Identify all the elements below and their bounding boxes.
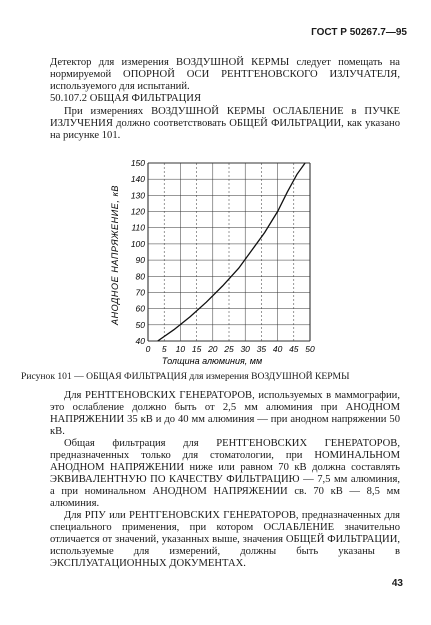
y-tick-labels xyxy=(131,158,145,346)
filtration-chart xyxy=(102,155,327,367)
paragraph-measurement: При измерениях ВОЗДУШНОЙ КЕРМЫ ОСЛАБЛЕНИЕ в ПУЧКЕ ИЗЛУЧЕНИЯ должно соответствовать ОБЩЕЙ ФИЛЬТРАЦИИ, как указано на рисунке 101. xyxy=(50,106,400,141)
filtration-curve xyxy=(158,163,305,341)
x-tick-label: 30 xyxy=(240,344,250,354)
x-axis-label: Толщина алюминия, мм xyxy=(161,356,263,366)
page-number: 43 xyxy=(391,578,403,589)
x-tick-label: 50 xyxy=(305,344,315,354)
paragraph-special: Для РПУ или РЕНТГЕНОВСКИХ ГЕНЕРАТОРОВ, предназначенных для специального применения, при котором ОСЛАБЛЕНИЕ значительно отличается от значений, указанных выше, значения ОБЩЕЙ ФИЛЬТРАЦИИ, используемые для измерений, должны быть указаны в ЭКСПЛУАТАЦИОННЫХ ДОКУМЕНТАХ. xyxy=(50,510,400,569)
x-tick-label: 40 xyxy=(272,344,283,354)
x-tick-label: 45 xyxy=(289,344,299,354)
figure-caption: Рисунок 101 — ОБЩАЯ ФИЛЬТРАЦИЯ для измерения ВОЗДУШНОЙ КЕРМЫ xyxy=(21,371,350,382)
y-tick-label: 100 xyxy=(130,238,145,249)
paragraph-mammography: Для РЕНТГЕНОВСКИХ ГЕНЕРАТОРОВ, используемых в маммографии, это ослабление должно быть от 2,5 мм алюминия при АНОДНОМ НАПРЯЖЕНИИ 35 кВ и до 40 мм алюминия — при анодном напряжении 50 кВ. xyxy=(50,390,400,437)
y-tick-label: 40 xyxy=(135,336,145,346)
y-tick-label: 130 xyxy=(130,190,145,201)
x-tick-label: 0 xyxy=(145,344,151,354)
standard-header: ГОСТ Р 50267.7—95 xyxy=(311,27,407,38)
paragraph-detector: Детектор для измерения ВОЗДУШНОЙ КЕРМЫ следует помещать на нормируемой ОПОРНОЙ ОСИ РЕНТГЕНОВСКОГО ИЗЛУЧАТЕЛЯ, используемого для испытаний. xyxy=(50,57,400,92)
y-tick-label: 110 xyxy=(131,222,145,233)
y-tick-label: 80 xyxy=(135,271,145,282)
paragraph-dental: Общая фильтрация для РЕНТГЕНОВСКИХ ГЕНЕРАТОРОВ, предназначенных только для стоматологии, при НОМИНАЛЬНОМ АНОДНОМ НАПРЯЖЕНИИ ниже или равном 70 кВ должна составлять ЭКВИВАЛЕНТНУЮ ПО КАЧЕСТВУ ФИЛЬТРАЦИЮ — 7,5 мм алюминия, а при номинальном АНОДНОМ НАПРЯЖЕНИИ св. 70 кВ — 8,5 мм алюминия. xyxy=(50,438,400,509)
x-tick-label: 15 xyxy=(191,344,202,354)
x-tick-label: 20 xyxy=(208,344,218,354)
y-tick-label: 60 xyxy=(135,303,145,314)
y-tick-label: 150 xyxy=(130,158,145,168)
y-tick-label: 70 xyxy=(135,287,145,298)
y-tick-label: 140 xyxy=(130,174,145,185)
x-tick-labels xyxy=(146,344,315,354)
y-axis-label: АНОДНОЕ НАПРЯЖЕНИЕ, кВ xyxy=(110,184,120,326)
chart-grid xyxy=(148,163,310,341)
y-tick-label: 50 xyxy=(135,319,145,330)
x-tick-label: 25 xyxy=(224,344,234,354)
x-tick-label: 10 xyxy=(175,344,186,354)
x-tick-label: 35 xyxy=(256,344,267,354)
y-tick-label: 120 xyxy=(130,206,145,217)
y-tick-label: 90 xyxy=(135,255,145,266)
x-tick-label: 5 xyxy=(161,344,167,354)
section-title: 50.107.2 ОБЩАЯ ФИЛЬТРАЦИЯ xyxy=(50,93,202,104)
